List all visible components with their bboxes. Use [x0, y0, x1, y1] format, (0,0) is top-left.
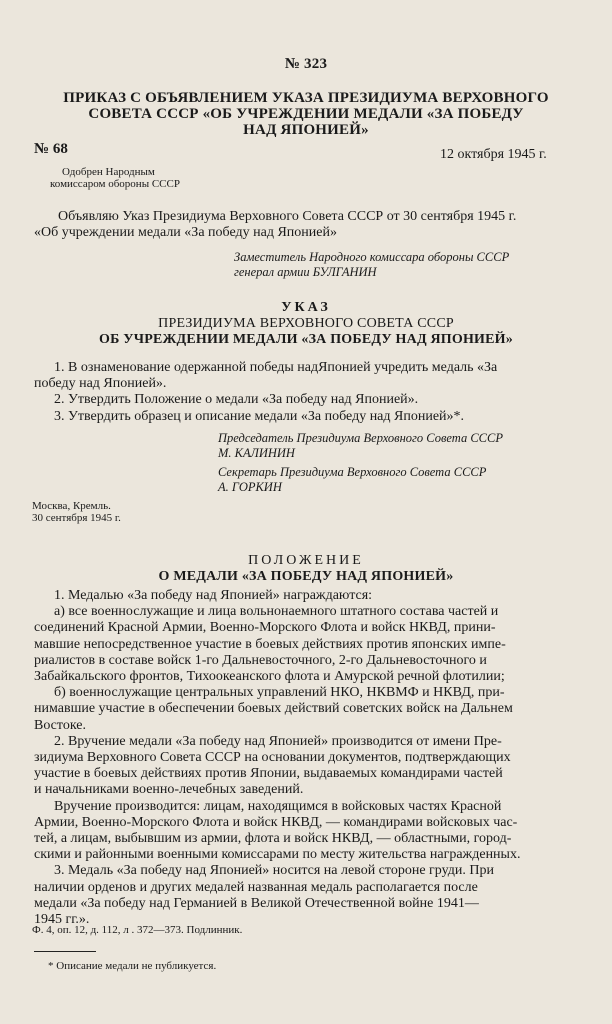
polozhenie-heading: [0, 553, 612, 585]
signature-line: Заместитель Народного комиссара обороны СССР: [234, 250, 510, 264]
signature-bulganin: [234, 250, 509, 280]
body-line: и начальниками военно-лечебных заведений.: [34, 782, 304, 798]
ukaz-item: 1. В ознаменование одержанной победы надЯпонией учредить медаль «За: [54, 360, 498, 375]
place-date-line: 30 сентября 1945 г.: [32, 512, 121, 524]
announcement-line: «Об учреждении медали «За победу над Японией»: [34, 225, 337, 241]
document-number: № 323: [284, 56, 328, 72]
place-date: [32, 500, 121, 524]
approval-note: [50, 166, 180, 190]
signature-kalinin: [218, 431, 503, 461]
archive-source-note: Ф. 4, оп. 12, д. 112, л . 372—373. Подлинник.: [32, 924, 243, 936]
title-line: СОВЕТА СССР «ОБ УЧРЕЖДЕНИИ МЕДАЛИ «ЗА ПОБЕДУ: [88, 106, 524, 122]
document-title: [0, 90, 612, 138]
ukaz-heading-line: ПРЕЗИДИУМА ВЕРХОВНОГО СОВЕТА СССР: [158, 316, 454, 331]
announcement-line: Объявляю Указ Президиума Верховного Совета СССР от 30 сентября 1945 г.: [58, 209, 517, 224]
body-line: мавшие непосредственное участие в боевых действиях против японских импе-: [34, 636, 506, 652]
polozhenie-heading-line: О МЕДАЛИ «ЗА ПОБЕДУ НАД ЯПОНИЕЙ»: [158, 569, 454, 584]
signature-line: Секретарь Президиума Верховного Совета СССР: [218, 465, 487, 479]
announcement: [34, 209, 594, 241]
place-date-line: Москва, Кремль.: [32, 500, 111, 512]
signature-line: Председатель Президиума Верховного Совета СССР: [218, 431, 503, 445]
body-line: б) военнослужащие центральных управлений НКО, НКВМФ и НКВД, при-: [54, 685, 505, 701]
order-number: № 68: [34, 141, 68, 157]
footnote-divider: [34, 951, 96, 952]
body-line: соединений Красной Армии, Военно-Морского Флота и войск НКВД, прини-: [34, 620, 496, 636]
approval-line: Одобрен Народным: [62, 166, 155, 178]
title-line: ПРИКАЗ С ОБЪЯВЛЕНИЕМ УКАЗА ПРЕЗИДИУМА ВЕРХОВНОГО: [63, 90, 549, 106]
signature-line: А. ГОРКИН: [218, 480, 282, 494]
body-line: скими и районными военными комиссарами по месту жительства награжденных.: [34, 847, 521, 863]
ukaz-heading-line: УКАЗ: [281, 300, 331, 315]
signature-line: М. КАЛИНИН: [218, 446, 295, 460]
body-line: нимавшие участие в обеспечении боевых действий советских войск на Дальнем: [34, 701, 513, 717]
body-line: Забайкальского фронтов, Тихоокеанского флота и Амурской речной флотилии;: [34, 669, 505, 685]
body-line: Вручение производится: лицам, находящимся в войсковых частях Красной: [54, 798, 502, 814]
signature-line: генерал армии БУЛГАНИН: [234, 265, 377, 279]
ukaz-item: победу над Японией».: [34, 376, 167, 392]
body-line: Армии, Военно-Морского Флота и войск НКВД, — командирами войсковых час-: [34, 814, 518, 830]
body-line: 1. Медалью «За победу над Японией» награждаются:: [54, 588, 373, 603]
body-line: 3. Медаль «За победу над Японией» носится на левой стороне груди. При: [54, 863, 494, 879]
ukaz-item: 2. Утвердить Положение о медали «За победу над Японией».: [54, 392, 419, 408]
ukaz-item: 3. Утвердить образец и описание медали «За победу над Японией»*.: [54, 408, 465, 424]
body-line: участие в боевых действиях против Японии, выдаваемых командирами частей: [34, 766, 503, 782]
approval-line: комиссаром обороны СССР: [50, 178, 180, 190]
body-line: 2. Вручение медали «За победу над Японией» производится от имени Пре-: [54, 733, 502, 749]
footnote: * Описание медали не публикуется.: [48, 960, 217, 972]
ukaz-heading: [0, 300, 612, 348]
body-line: риалистов в составе войск 1-го Дальневосточного, 2-го Дальневосточного и: [34, 652, 487, 668]
body-line: Востоке.: [34, 717, 87, 733]
polozhenie-heading-line: ПОЛОЖЕНИЕ: [248, 553, 364, 568]
body-line: зидиума Верховного Совета СССР на основании документов, подтверждающих: [34, 750, 511, 766]
body-line: тей, а лицам, выбывшим из армии, флота и войск НКВД, — областными, город-: [34, 831, 512, 847]
body-line: 1945 гг.».: [34, 912, 90, 928]
order-date: 12 октября 1945 г.: [440, 147, 547, 162]
polozhenie-body: [34, 588, 562, 928]
body-line: медали «За победу над Германией в Великой Отечественной войне 1941—: [34, 895, 479, 911]
ukaz-items: [34, 360, 594, 425]
body-line: а) все военнослужащие и лица вольнонаемного штатного состава частей и: [54, 604, 499, 620]
title-line: НАД ЯПОНИЕЙ»: [243, 122, 369, 138]
ukaz-heading-line: ОБ УЧРЕЖДЕНИИ МЕДАЛИ «ЗА ПОБЕДУ НАД ЯПОНИЕЙ»: [99, 332, 513, 347]
body-line: наличии орденов и других медалей названная медаль располагается после: [34, 879, 478, 895]
signature-gorkin: [218, 465, 486, 495]
